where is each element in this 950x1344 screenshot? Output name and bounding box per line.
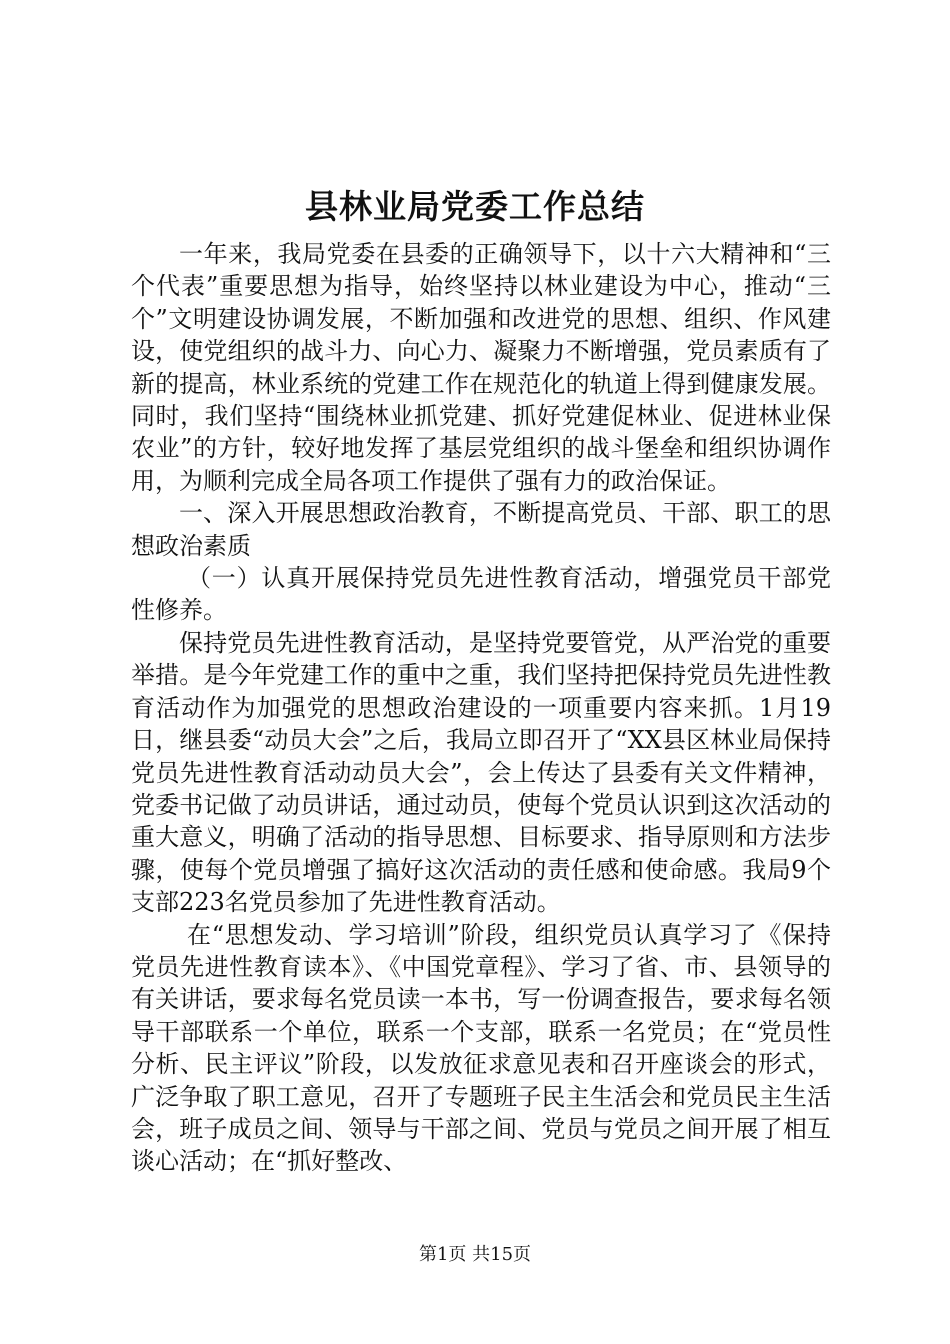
section-heading-1: 一、深入开展思想政治教育，不断提高党员、干部、职工的思想政治素质 (131, 499, 831, 560)
document-title: 县林业局党委工作总结 (305, 187, 645, 226)
page-number-footer: 第1页 共15页 (418, 1244, 532, 1265)
document-body (131, 238, 831, 1178)
subsection-heading-1: （一）认真开展保持党员先进性教育活动，增强党员干部党性修养。 (131, 564, 831, 625)
paragraph-activity: 保持党员先进性教育活动，是坚持党要管党，从严治党的重要举措。是今年党建工作的重中之重，我们坚持把保持党员先进性教育活动作为加强党的思想政治建设的一项重要内容来抓。1月19日，继县委“动员大会”之后，我局立即召开了“XX县区林业局保持党员先进性教育活动动员大会”，会上传达了县委有关文件精神，党委书记做了动员讲话，通过动员，使每个党员认识到这次活动的重大意义，明确了活动的指导思想、目标要求、指导原则和方法步骤，使每个党员增强了搞好这次活动的责任感和使命感。我局9个支部223名党员参加了先进性教育活动。 (131, 628, 831, 917)
paragraph-intro: 一年来，我局党委在县委的正确领导下，以十六大精神和“三个代表”重要思想为指导，始终坚持以林业建设为中心，推动“三个”文明建设协调发展，不断加强和改进党的思想、组织、作风建设，使党组织的战斗力、向心力、凝聚力不断增强，党员素质有了新的提高，林业系统的党建工作在规范化的轨道上得到健康发展。同时，我们坚持“围绕林业抓党建、抓好党建促林业、促进林业保农业”的方针，较好地发挥了基层党组织的战斗堡垒和组织协调作用，为顺利完成全局各项工作提供了强有力的政治保证。 (131, 240, 831, 495)
paragraph-stages: 在“思想发动、学习培训”阶段，组织党员认真学习了《保持党员先进性教育读本》、《中国党章程》、学习了省、市、县领导的有关讲话，要求每名党员读一本书，写一份调查报告，要求每名领导干部联系一个单位，联系一个支部，联系一名党员；在“党员性分析、民主评议”阶段，以发放征求意见表和召开座谈会的形式，广泛争取了职工意见，召开了专题班子民主生活会和党员民主生活会，班子成员之间、领导与干部之间、党员与党员之间开展了相互谈心活动；在“抓好整改、 (131, 920, 831, 1176)
